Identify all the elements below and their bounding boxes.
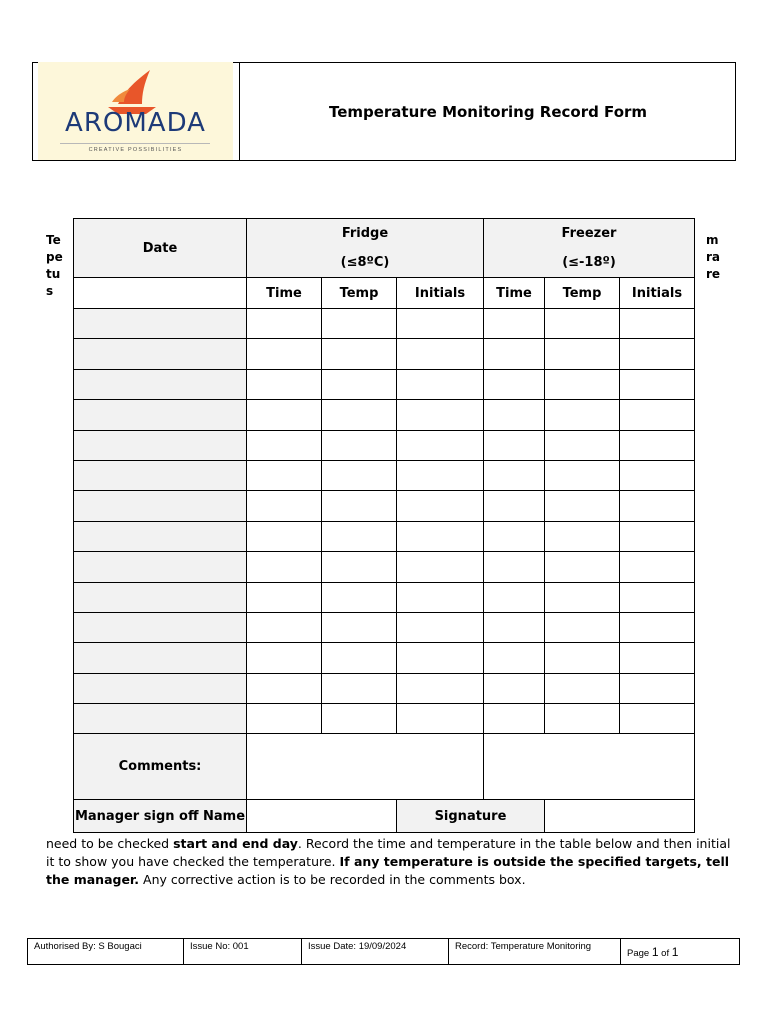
fridge-temp-cell[interactable] [322,582,397,612]
fridge-initials-cell[interactable] [397,704,484,734]
instructions-part: Any corrective action is to be recorded in the comments box. [139,872,526,887]
freezer-time-cell[interactable] [484,582,545,612]
page-prefix: Page [627,947,652,959]
logo-text: AROMADA [65,108,206,138]
fridge-initials-header: Initials [397,278,484,309]
freezer-time-cell[interactable] [484,643,545,673]
fridge-time-cell[interactable] [247,704,322,734]
freezer-initials-header: Initials [620,278,695,309]
freezer-initials-cell[interactable] [620,673,695,703]
fridge-time-cell[interactable] [247,491,322,521]
freezer-time-cell[interactable] [484,491,545,521]
table-row [74,521,695,551]
fridge-initials-cell[interactable] [397,612,484,642]
fridge-initials-cell[interactable] [397,673,484,703]
fridge-time-cell[interactable] [247,582,322,612]
date-cell[interactable] [74,552,247,582]
freezer-initials-cell[interactable] [620,612,695,642]
table-row [74,582,695,612]
table-row [74,612,695,642]
freezer-temp-cell[interactable] [545,460,620,490]
date-cell[interactable] [74,704,247,734]
freezer-temp-cell[interactable] [545,552,620,582]
freezer-time-header: Time [484,278,545,309]
side-text-line: ra [706,250,721,264]
fridge-initials-cell[interactable] [397,339,484,369]
date-cell[interactable] [74,582,247,612]
date-cell[interactable] [74,643,247,673]
footer-issue-date: Issue Date: 19/09/2024 [302,939,449,965]
fridge-initials-cell[interactable] [397,552,484,582]
fridge-temp-cell[interactable] [322,460,397,490]
fridge-temp-cell[interactable] [322,612,397,642]
fridge-time-header: Time [247,278,322,309]
freezer-time-cell[interactable] [484,552,545,582]
footer-record: Record: Temperature Monitoring [449,939,621,965]
side-text-line: s [46,284,54,298]
freezer-temp-cell[interactable] [545,309,620,339]
freezer-initials-cell[interactable] [620,460,695,490]
fridge-header [247,219,484,278]
instructions-part: . Record the time and temperature in the table below and then initial it to show you have checked the temperature. [46,836,731,869]
freezer-initials-cell[interactable] [620,309,695,339]
side-text-line: pe [46,250,63,264]
fridge-initials-cell[interactable] [397,430,484,460]
table-row [74,552,695,582]
fridge-initials-cell[interactable] [397,491,484,521]
fridge-time-cell[interactable] [247,673,322,703]
freezer-temp-cell[interactable] [545,643,620,673]
freezer-initials-cell[interactable] [620,521,695,551]
freezer-time-cell[interactable] [484,673,545,703]
fridge-temp-cell[interactable] [322,400,397,430]
freezer-temp-cell[interactable] [545,339,620,369]
table-row [74,369,695,399]
date-cell[interactable] [74,430,247,460]
date-cell[interactable] [74,339,247,369]
table-row [74,491,695,521]
freezer-temp-cell[interactable] [545,369,620,399]
table-row [74,704,695,734]
instructions-bold: If any temperature is outside the specified targets, tell the manager. [46,854,730,887]
freezer-temp-cell[interactable] [545,430,620,460]
date-header: Date [74,219,247,278]
freezer-initials-cell[interactable] [620,491,695,521]
instructions-text [46,835,736,889]
freezer-time-cell[interactable] [484,704,545,734]
freezer-temp-header: Temp [545,278,620,309]
fridge-initials-cell[interactable] [397,643,484,673]
fridge-temp-cell[interactable] [322,430,397,460]
footer-page [621,939,740,965]
date-cell[interactable] [74,309,247,339]
freezer-initials-cell[interactable] [620,552,695,582]
freezer-label: Freezer [561,226,617,241]
fridge-temp-cell[interactable] [322,369,397,399]
freezer-temp-cell[interactable] [545,491,620,521]
freezer-time-cell[interactable] [484,339,545,369]
fridge-label: Fridge [341,226,389,241]
freezer-initials-cell[interactable] [620,430,695,460]
freezer-temp-cell[interactable] [545,612,620,642]
date-subheader-blank [74,278,247,309]
freezer-range: (≤-18º) [562,255,616,270]
fridge-time-cell[interactable] [247,521,322,551]
freezer-time-cell[interactable] [484,430,545,460]
fridge-time-cell[interactable] [247,430,322,460]
freezer-time-cell[interactable] [484,400,545,430]
temperature-table [73,218,695,833]
date-cell[interactable] [74,460,247,490]
comments-cell-freezer[interactable] [484,734,695,800]
side-text-line: Te [46,233,61,247]
fridge-temp-cell[interactable] [322,704,397,734]
fridge-temp-cell[interactable] [322,339,397,369]
freezer-temp-cell[interactable] [545,400,620,430]
page-total: 1 [671,944,679,959]
instructions-bold: start and end day [173,836,298,851]
fridge-temp-cell[interactable] [322,521,397,551]
freezer-temp-cell[interactable] [545,673,620,703]
date-cell[interactable] [74,521,247,551]
freezer-time-cell[interactable] [484,309,545,339]
fridge-temp-cell[interactable] [322,309,397,339]
fridge-time-cell[interactable] [247,460,322,490]
side-text-line: m [706,233,719,247]
freezer-initials-cell[interactable] [620,369,695,399]
freezer-initials-cell[interactable] [620,400,695,430]
page-of: of [658,947,672,959]
fridge-initials-cell[interactable] [397,460,484,490]
manager-name-field[interactable] [247,800,397,833]
fridge-initials-cell[interactable] [397,582,484,612]
fridge-time-cell[interactable] [247,309,322,339]
fridge-range: (≤8ºC) [340,255,390,270]
table-row [74,400,695,430]
table-row [74,309,695,339]
fridge-temp-header: Temp [322,278,397,309]
side-text-line: tu [46,267,61,281]
fridge-initials-cell[interactable] [397,521,484,551]
date-cell[interactable] [74,491,247,521]
freezer-time-cell[interactable] [484,521,545,551]
fridge-initials-cell[interactable] [397,369,484,399]
fridge-time-cell[interactable] [247,400,322,430]
freezer-time-cell[interactable] [484,612,545,642]
table-row [74,460,695,490]
footer-issue-no: Issue No: 001 [184,939,302,965]
table-row [74,430,695,460]
freezer-time-cell[interactable] [484,369,545,399]
footer-authorised: Authorised By: S Bougaci [28,939,184,965]
table-row [74,339,695,369]
page-current: 1 [651,944,659,959]
document-footer [27,938,740,965]
fridge-initials-cell[interactable] [397,309,484,339]
freezer-initials-cell[interactable] [620,339,695,369]
fridge-initials-cell[interactable] [397,400,484,430]
instructions-part: need to be checked [46,836,174,851]
freezer-time-cell[interactable] [484,460,545,490]
fridge-time-cell[interactable] [247,643,322,673]
freezer-temp-cell[interactable] [545,704,620,734]
side-text-right [706,232,720,283]
freezer-initials-cell[interactable] [620,704,695,734]
side-text-left [46,232,63,300]
date-cell[interactable] [74,400,247,430]
signature-label: Signature [397,800,545,833]
date-cell[interactable] [74,369,247,399]
logo-tagline: CREATIVE POSSIBILITIES [88,147,183,153]
fridge-temp-cell[interactable] [322,491,397,521]
signature-field[interactable] [545,800,695,833]
comments-label: Comments: [74,734,247,800]
fridge-time-cell[interactable] [247,552,322,582]
fridge-temp-cell[interactable] [322,552,397,582]
logo-divider [60,143,210,144]
freezer-temp-cell[interactable] [545,582,620,612]
fridge-time-cell[interactable] [247,612,322,642]
comments-cell-fridge[interactable] [247,734,484,800]
date-cell[interactable] [74,673,247,703]
table-row [74,673,695,703]
freezer-temp-cell[interactable] [545,521,620,551]
fridge-temp-cell[interactable] [322,673,397,703]
manager-label: Manager sign off Name [74,800,247,833]
freezer-initials-cell[interactable] [620,582,695,612]
fridge-time-cell[interactable] [247,339,322,369]
side-text-line: re [706,267,721,281]
freezer-initials-cell[interactable] [620,643,695,673]
fridge-time-cell[interactable] [247,369,322,399]
date-cell[interactable] [74,612,247,642]
freezer-header [484,219,695,278]
fridge-temp-cell[interactable] [322,643,397,673]
form-title: Temperature Monitoring Record Form [328,102,648,121]
table-row [74,643,695,673]
